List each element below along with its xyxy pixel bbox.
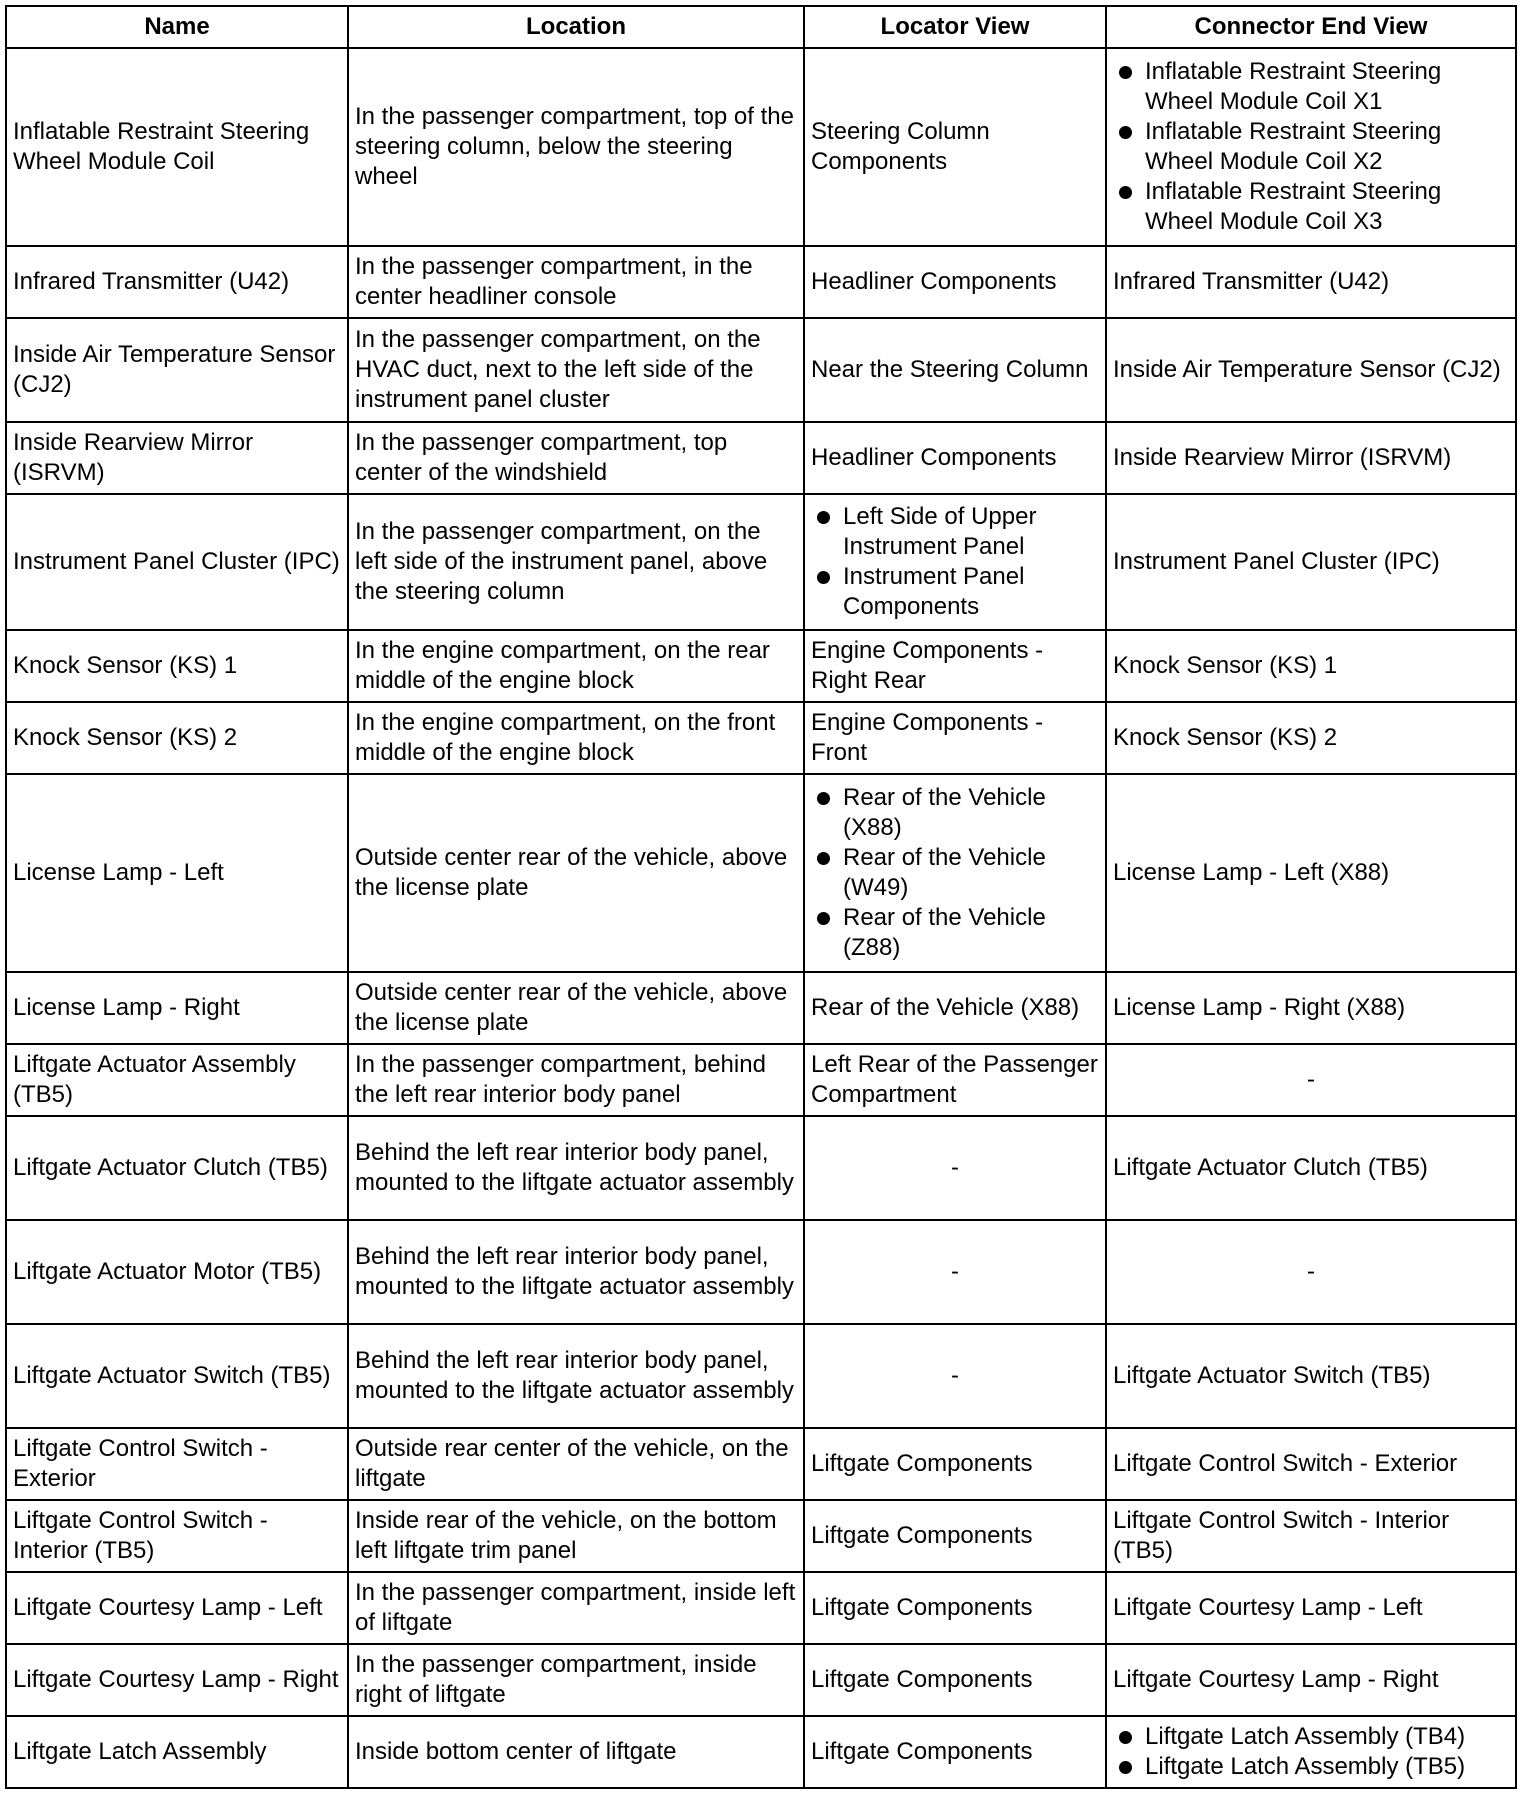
table-row — [6, 318, 1516, 422]
cell-location: In the passenger compartment, on the HVAC duct, next to the left side of the instrument panel cluster — [348, 318, 804, 422]
cell-connector: Infrared Transmitter (U42) — [1106, 246, 1516, 318]
cell-connector: Instrument Panel Cluster (IPC) — [1106, 494, 1516, 630]
cell-name: License Lamp - Left — [6, 774, 348, 972]
bullet-item: Inflatable Restraint Steering Wheel Module Coil X2 — [1113, 117, 1509, 177]
cell-locator: Liftgate Components — [804, 1428, 1106, 1500]
bullet-list — [811, 502, 1099, 622]
table-row — [6, 1116, 1516, 1220]
table-row — [6, 422, 1516, 494]
cell-connector: License Lamp - Right (X88) — [1106, 972, 1516, 1044]
cell-location: In the passenger compartment, in the center headliner console — [348, 246, 804, 318]
cell-name: Knock Sensor (KS) 1 — [6, 630, 348, 702]
cell-name: Liftgate Courtesy Lamp - Right — [6, 1644, 348, 1716]
cell-locator: Liftgate Components — [804, 1644, 1106, 1716]
cell-location: Outside rear center of the vehicle, on the liftgate — [348, 1428, 804, 1500]
cell-locator: Headliner Components — [804, 246, 1106, 318]
cell-location: In the passenger compartment, inside left of liftgate — [348, 1572, 804, 1644]
table-row — [6, 1324, 1516, 1428]
cell-locator: Liftgate Components — [804, 1716, 1106, 1788]
header-locator-view: Locator View — [804, 6, 1106, 48]
cell-name: Knock Sensor (KS) 2 — [6, 702, 348, 774]
bullet-item: Left Side of Upper Instrument Panel — [811, 502, 1099, 562]
cell-connector: - — [1106, 1044, 1516, 1116]
cell-location: In the passenger compartment, inside right of liftgate — [348, 1644, 804, 1716]
cell-locator: - — [804, 1324, 1106, 1428]
table-row — [6, 774, 1516, 972]
cell-locator: Liftgate Components — [804, 1500, 1106, 1572]
table-row — [6, 1044, 1516, 1116]
cell-connector: Liftgate Control Switch - Interior (TB5) — [1106, 1500, 1516, 1572]
cell-name: Inflatable Restraint Steering Wheel Module Coil — [6, 48, 348, 246]
table-row — [6, 494, 1516, 630]
cell-location: Behind the left rear interior body panel, mounted to the liftgate actuator assembly — [348, 1220, 804, 1324]
cell-name: Inside Air Temperature Sensor (CJ2) — [6, 318, 348, 422]
cell-location: Behind the left rear interior body panel, mounted to the liftgate actuator assembly — [348, 1116, 804, 1220]
bullet-item: Inflatable Restraint Steering Wheel Module Coil X3 — [1113, 177, 1509, 237]
table-row — [6, 1220, 1516, 1324]
cell-connector: Inside Rearview Mirror (ISRVM) — [1106, 422, 1516, 494]
cell-name: Infrared Transmitter (U42) — [6, 246, 348, 318]
cell-connector: Liftgate Courtesy Lamp - Left — [1106, 1572, 1516, 1644]
cell-connector: - — [1106, 1220, 1516, 1324]
cell-connector — [1106, 48, 1516, 246]
cell-name: Liftgate Actuator Switch (TB5) — [6, 1324, 348, 1428]
cell-name: Liftgate Courtesy Lamp - Left — [6, 1572, 348, 1644]
component-locator-table — [5, 5, 1517, 1789]
cell-name: Inside Rearview Mirror (ISRVM) — [6, 422, 348, 494]
table-row — [6, 246, 1516, 318]
cell-locator: Engine Components - Right Rear — [804, 630, 1106, 702]
cell-connector: Knock Sensor (KS) 2 — [1106, 702, 1516, 774]
cell-locator: Steering Column Components — [804, 48, 1106, 246]
table-body — [6, 48, 1516, 1788]
cell-name: License Lamp - Right — [6, 972, 348, 1044]
cell-location: In the passenger compartment, on the left side of the instrument panel, above the steering column — [348, 494, 804, 630]
bullet-list — [1113, 57, 1509, 237]
cell-name: Liftgate Actuator Motor (TB5) — [6, 1220, 348, 1324]
bullet-item: Inflatable Restraint Steering Wheel Module Coil X1 — [1113, 57, 1509, 117]
cell-locator: Near the Steering Column — [804, 318, 1106, 422]
cell-connector: Inside Air Temperature Sensor (CJ2) — [1106, 318, 1516, 422]
table-row — [6, 1572, 1516, 1644]
bullet-list — [1113, 1722, 1509, 1782]
cell-location: Inside bottom center of liftgate — [348, 1716, 804, 1788]
cell-location: In the passenger compartment, behind the left rear interior body panel — [348, 1044, 804, 1116]
table-row — [6, 1644, 1516, 1716]
table-row — [6, 48, 1516, 246]
cell-connector: Knock Sensor (KS) 1 — [1106, 630, 1516, 702]
bullet-item: Rear of the Vehicle (X88) — [811, 783, 1099, 843]
table-row — [6, 702, 1516, 774]
cell-location: In the engine compartment, on the rear middle of the engine block — [348, 630, 804, 702]
bullet-item: Rear of the Vehicle (W49) — [811, 843, 1099, 903]
cell-name: Instrument Panel Cluster (IPC) — [6, 494, 348, 630]
cell-name: Liftgate Control Switch - Interior (TB5) — [6, 1500, 348, 1572]
cell-connector: Liftgate Actuator Switch (TB5) — [1106, 1324, 1516, 1428]
table-row — [6, 1428, 1516, 1500]
cell-connector: Liftgate Actuator Clutch (TB5) — [1106, 1116, 1516, 1220]
cell-locator: - — [804, 1116, 1106, 1220]
cell-location: Behind the left rear interior body panel, mounted to the liftgate actuator assembly — [348, 1324, 804, 1428]
cell-connector: Liftgate Control Switch - Exterior — [1106, 1428, 1516, 1500]
cell-name: Liftgate Latch Assembly — [6, 1716, 348, 1788]
table-row — [6, 972, 1516, 1044]
cell-connector — [1106, 1716, 1516, 1788]
cell-locator — [804, 774, 1106, 972]
table-row — [6, 630, 1516, 702]
bullet-item: Liftgate Latch Assembly (TB5) — [1113, 1752, 1509, 1782]
bullet-item: Instrument Panel Components — [811, 562, 1099, 622]
bullet-list — [811, 783, 1099, 963]
bullet-item: Rear of the Vehicle (Z88) — [811, 903, 1099, 963]
cell-locator: Left Rear of the Passenger Compartment — [804, 1044, 1106, 1116]
header-location: Location — [348, 6, 804, 48]
cell-locator: Liftgate Components — [804, 1572, 1106, 1644]
cell-location: Inside rear of the vehicle, on the bottom left liftgate trim panel — [348, 1500, 804, 1572]
cell-connector: Liftgate Courtesy Lamp - Right — [1106, 1644, 1516, 1716]
cell-name: Liftgate Actuator Clutch (TB5) — [6, 1116, 348, 1220]
cell-connector: License Lamp - Left (X88) — [1106, 774, 1516, 972]
header-connector-end-view: Connector End View — [1106, 6, 1516, 48]
cell-locator: - — [804, 1220, 1106, 1324]
cell-location: Outside center rear of the vehicle, above the license plate — [348, 774, 804, 972]
header-row — [6, 6, 1516, 48]
bullet-item: Liftgate Latch Assembly (TB4) — [1113, 1722, 1509, 1752]
cell-locator: Headliner Components — [804, 422, 1106, 494]
cell-location: Outside center rear of the vehicle, above the license plate — [348, 972, 804, 1044]
header-name: Name — [6, 6, 348, 48]
cell-location: In the passenger compartment, top of the steering column, below the steering wheel — [348, 48, 804, 246]
cell-locator — [804, 494, 1106, 630]
cell-locator: Rear of the Vehicle (X88) — [804, 972, 1106, 1044]
cell-location: In the passenger compartment, top center of the windshield — [348, 422, 804, 494]
table-row — [6, 1500, 1516, 1572]
table-row — [6, 1716, 1516, 1788]
cell-name: Liftgate Control Switch - Exterior — [6, 1428, 348, 1500]
cell-locator: Engine Components - Front — [804, 702, 1106, 774]
cell-location: In the engine compartment, on the front middle of the engine block — [348, 702, 804, 774]
cell-name: Liftgate Actuator Assembly (TB5) — [6, 1044, 348, 1116]
